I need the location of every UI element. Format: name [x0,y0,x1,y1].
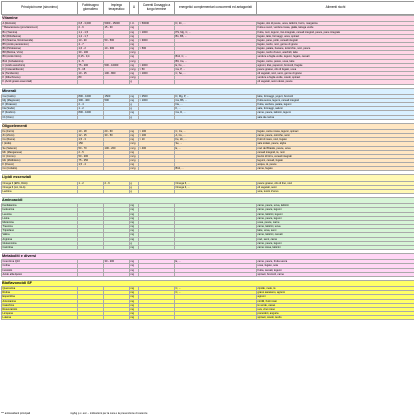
table-cell-col4: mg [130,307,139,311]
table-cell-col1: Valina [2,233,78,237]
table-cell-col3: 10 - 300 [104,47,130,51]
table-cell-col7: carne, pesce, legumi [257,216,415,220]
table-cell-col4: mg [130,303,139,307]
table-cell-col2: 1 - 2 [78,107,104,111]
table-cell-col1: B2 (Riboflavina) [2,34,78,38]
table-cell-col6: B12, ... [175,167,257,171]
table-cell-col4: mg [130,98,139,102]
table-cell-col2: 10 - 18 [78,129,104,133]
table-cell-col7: lievito di birra, cereali integrali [257,154,415,158]
table-cell-col1: Coenzima Q10 [2,260,78,264]
table-cell-col2: 50 - 70 [78,146,104,150]
table-cell-col6: C, ... [175,287,257,291]
table-cell-col1: Glutammina [2,241,78,245]
table-cell-col4: mg [130,272,139,276]
table-cell-col1: Na (Sodio) [2,107,78,111]
table-cell-col1: Resveratrolo [2,307,78,311]
table-cell-col2: 75 - 200 [78,63,104,67]
header-col-foods: Alimenti ricchi [257,2,415,15]
section-title: Minerali [2,88,415,94]
table-cell-col4: mcg [130,51,139,55]
table-cell-col4: mg [130,229,139,233]
table-cell-col2: 1,5 - 4 [78,163,104,167]
header-table [1,1,414,15]
table-cell-col4: mg [130,55,139,59]
table-cell-col7: carne, pesce, legumi [257,208,415,212]
table-cell-col2: 1 - 2 [78,181,104,185]
table-cell-col6: E, ... [175,260,257,264]
table-cell-col7: frutta e succi, verdura rossa, gialla, lattuga verde [257,26,415,30]
nutrient-reference-sheet [1,1,414,415]
table-cell-col2: 30 - 100 [78,51,104,55]
table-cell-col1: A (Retinolo) [2,22,78,26]
table-cell-col6: C, Se, ... [175,72,257,76]
table-cell-col5: > 100 [139,134,175,138]
table-cell-col7: frutta, cereali, legumi [257,268,415,272]
table-cell-col4: mg [130,237,139,241]
table-cell-col6 [175,316,257,320]
table-cell-col3: 2 - 6 [104,181,130,185]
table-cell-col4: mcg [130,67,139,71]
table-cell-col7: fegato, tuorlo, noci, germe di grano [257,42,415,46]
table-cell-col7: mirtilli, frutti rossi [257,299,415,303]
table-cell-col7: fegato, patate, banane, lenticchie, noci, pesce [257,47,415,51]
table-cell-col4: mg [130,134,139,138]
table-cell-col4: g [130,185,139,189]
table-cell-col6: B12, C, ... [175,55,257,59]
table-cell-col3: 15 - 30 [104,26,130,30]
table-cell-col5: > 1000 [139,98,175,102]
table-cell-col4: mg [130,245,139,249]
table-cell-col1: B12 (Cobalamina) [2,59,78,63]
table-cell-col1: Arginina [2,237,78,241]
table-cell-col1: D (Colecalciferolo) [2,67,78,71]
table-cell-col7: carne, latticini, legumi [257,212,415,216]
table-cell-col6: Se, ... [175,142,257,146]
table-cell-col7: sale iodato, pesce, alghe [257,142,415,146]
table-cell-col4: mg [130,208,139,212]
table-row [2,316,415,320]
table-cell-col7: pesce grasso, olio di lino, noci [257,181,415,185]
table-cell-col2: 150 [78,142,104,146]
table-cell-col7: pomodori, anguria [257,312,415,316]
table-cell-col6: Fe, Zn, ... [175,138,257,142]
table-cell-col4: g [130,103,139,107]
table-cell-col7: legumi, cereali, fegato [257,158,415,162]
table-cell-col1: Cu (Rame) [2,138,78,142]
table-cell-col6: Ca, P, ... [175,67,257,71]
table-cell-col7: spinaci, broccoli, carne [257,272,415,276]
table-cell-col7: carne rossa, latticini [257,245,415,249]
table-cell-col1: B9 (Acido folico) [2,55,78,59]
table-cell-col4: mg [130,47,139,51]
table-cell-col4: g [130,181,139,185]
table-cell-col7: carne, fegato [257,167,415,171]
table-cell-col2: 800 - 1000 [78,94,104,98]
table-cell-col2: 4 - 7 [78,42,104,46]
table-cell-col1: Antocianine [2,299,78,303]
table-cell-col1: K (Fillochinone) [2,76,78,80]
table-cell-col7: grano saraceno, agrumi [257,291,415,295]
table-cell-col1: Metionina [2,220,78,224]
table-cell-col1: Triptofano [2,229,78,233]
table-cell-col2: 10 - 15 [78,72,104,76]
table-cell-col7: verdure a foglia verde, legumi, fegato, cereali [257,55,415,59]
header-col-therapeutic-use: Impiego terapeutico [104,2,130,15]
section-title: Oligoelementi [2,123,415,129]
table-cell-col4: mg [130,204,139,208]
table-cell-col2: 1,2 - 1,7 [78,34,104,38]
table-cell-col6: D, Zn, ... [175,22,257,26]
table-cell-col4: mg [130,94,139,98]
table-cell-col1: Fe (Ferro) [2,129,78,133]
table-cell-col4: mg [130,268,139,272]
table-cell-col6: B9, Ca, ... [175,59,257,63]
table-cell-col1: Mn (Manganese) [2,150,78,154]
table-cell-col6: Omega 3, ... [175,185,257,189]
table-cell-col1: Ca (Calcio) [2,94,78,98]
table-cell-col4: mcg [130,76,139,80]
table-cell-col7: cereali integrali, tè, noci [257,150,415,154]
table-cell-col7: carne, pesce, legumi [257,241,415,245]
table-cell-col5: > 100 [139,129,175,133]
table-cell-col1: B6 (Piridossina) [2,47,78,51]
section-title: Aminoacidi [2,198,415,204]
table-cell-col1: B8 (Biotina, Vit.H) [2,51,78,55]
table-cell-col5: > 3000 [139,38,175,42]
table-cell-col1: Catechine [2,303,78,307]
table-cell-col5: > 500 [139,47,175,51]
table-cell-col7: verdure a foglia verde, cavoli, spinaci [257,76,415,80]
table-cell-col2: 50 - 200 [78,154,104,158]
table-cell-col4: mcg [130,59,139,63]
table-cell-col6: E, Fe, ... [175,63,257,67]
header-col-daily-need: Fabbisogno giornaliero [78,2,104,15]
table-cell-col1: Cr (Cromo) [2,154,78,158]
table-cell-col1: F (Fluoro) [2,163,78,167]
table-cell-col1: Treonina [2,225,78,229]
table-cell-col1: Fenilalanina [2,204,78,208]
table-cell-col3: 100 - 200 [104,146,130,150]
table-cell-col2: 1,5 - 3 [78,138,104,142]
table-cell-col4: mg [130,287,139,291]
table-cell-col7: frutta, noci, legumi, riso integrale, cereali integrali, pesce, pane integrale [257,30,415,34]
header-col-deficiency: Carenti Dosaggio a lungo termine [139,2,175,15]
table-cell-col6: Ca, B6, ... [175,98,257,102]
table-cell-col7: carne, pesce, frutta secca [257,260,415,264]
table-cell-col3: 50 - 500 [104,38,130,42]
table-cell-col6: E, ... [175,146,257,150]
table-cell-col5: > 50 [139,67,175,71]
table-cell-col4: mg [130,299,139,303]
table-cell-col6: Omega 6, ... [175,181,257,185]
table-cell-col1: Co (Cobalto) [2,167,78,171]
table-cell-col3: 5000 - 15000 [104,22,130,26]
table-cell-col7: pesce grasso, olio di fegato, uova [257,67,415,71]
table-cell-col7: oli vegetali, noci, semi, germe di grano [257,72,415,76]
table-cell-col1: Lecitina [2,189,78,193]
table-cell-col3: 30 - 50 [104,134,130,138]
table-cell-col7: uova, pesce, carne [257,220,415,224]
table-cell-col2: 3 - 5 [78,59,104,63]
table-cell-col6: Na, ... [175,103,257,107]
table-cell-col1: Acido alfa-lipoico [2,272,78,276]
table-cell-col7: agrumi [257,295,415,299]
table-cell-col2: 75 - 250 [78,158,104,162]
section-title: Bioflavonoidi SF [2,280,415,286]
table-cell-col1: Colina [2,264,78,268]
table-cell-col1: B5 (Acido pantotenico) [2,42,78,46]
table-cell-col5: > 2500 [139,94,175,98]
table-cell-col4: mg [130,212,139,216]
table-cell-col7: fegato, pane, pollo, cereali integrali [257,38,415,42]
table-cell-col2: 1,1 - 1,5 [78,30,104,34]
table-cell-col1: C (Acido ascorbico) [2,63,78,67]
table-cell-col7: carne, pesce, uova, latticini [257,204,415,208]
table-cell-col1: K (Potassio) [2,103,78,107]
table-cell-col4: g [130,241,139,245]
section-title: Metaboliti e diversi [2,254,415,260]
table-cell-col4: g [130,107,139,111]
table-cell-col4: mg [130,72,139,76]
table-cell-col1: Omega 3 (EPA, DHA) [2,181,78,185]
table-cell-col4: mcg [130,142,139,146]
table-cell-col1: Se (Selenio) [2,146,78,150]
table-cell-col7: frutta, verdura, patate, legumi [257,103,415,107]
table-cell-col4: mcg [130,158,139,162]
table-cell-col4: mcg [130,154,139,158]
table-cell-col7: carne, pesce, ostriche, semi [257,134,415,138]
table-cell-col2: 13 - 20 [78,38,104,42]
table-cell-col4: mg [130,26,139,30]
table-cell-col4: mg [130,129,139,133]
table-cell-col1: * Betacarotene (provitamina A) [2,26,78,30]
table-cell-col7: oli vegetali, semi oleosi, pesce [257,80,415,84]
table-cell-col7: fegato, latte, formaggi, uova, spinaci [257,34,415,38]
table-cell-col7: noci, semi, carne [257,237,415,241]
table-cell-col4: mg [130,216,139,220]
table-cell-col4: g [130,80,139,84]
table-cell-col7: sale da cucina [257,115,415,119]
table-cell-col4: g [130,115,139,119]
table-cell-col6: C, ... [175,291,257,295]
table-cell-col4: mg [130,34,139,38]
table-cell-col4: g [130,189,139,193]
table-cell-col7: fegato, carne rossa, legumi, spinaci [257,129,415,133]
table-cell-col7: cipolle, mele, tè [257,287,415,291]
table-cell-col1: B3 (Niacina, Nicotinamide) [2,38,78,42]
table-cell-col7: latte, formaggi, yogurt, broccoli [257,94,415,98]
header-col-principle: Principio/nome (sinonimo) [2,2,78,15]
table-cell-col5 [139,316,175,320]
table-cell-col1: Omega 6 (LA, GLA) [2,185,78,189]
table-cell-col3: 30 - 200 [104,260,130,264]
table-cell-col1: Mo (Molibdeno) [2,158,78,162]
table-cell-col5: > 10 [139,138,175,142]
table-cell-col1: Licopene [2,312,78,316]
table-cell-col3: 500 [104,98,130,102]
table-cell-col7: fegato, carne, pesce, uova, latte [257,59,415,63]
table-cell-col7: fegato, tuorlo d'uovo, arachidi, latte [257,51,415,55]
table-cell-col3: 100 - 800 [104,72,130,76]
table-cell-col7: sale, formaggi, salumi [257,107,415,111]
table-cell-col4: mg [130,138,139,142]
table-cell-col1: Rutina [2,291,78,295]
table-cell-col1: Esperidina [2,295,78,299]
table-cell-col4: mg [130,260,139,264]
table-cell-col7: spinaci, cavoli, tuorlo [257,316,415,320]
table-cell-col4: mcg [130,146,139,150]
table-cell-col6: A, Cu, ... [175,134,257,138]
table-cell-col2 [78,316,104,320]
table-cell-col6: D, Mg, P, ... [175,94,257,98]
table-cell-col2: 5 - 15 [78,67,104,71]
table-cell-col2: 2 - 4 [78,103,104,107]
table-cell-col1: F (Acidi grassi essenziali) [2,80,78,84]
section-title: Vitamine [2,16,415,22]
footer-note-antioxidants: *** antiossidanti principali [1,412,31,415]
table-cell-col1: Luteina [2,316,78,320]
table-cell-col1: P (Fosforo) [2,111,78,115]
table-cell-col3: 1500 [104,94,130,98]
table-cell-col4: mg [130,291,139,295]
table-cell-col7: acqua, tè, pesce [257,163,415,167]
table-cell-col4: mcg [130,167,139,171]
table-cell-col7: frutti di mare, noci, fegato [257,138,415,142]
table-cell-col4: mg [130,220,139,224]
table-cell-col1: Mg (Magnesio) [2,98,78,102]
table-cell-col7: uova, fegato, soia [257,264,415,268]
table-cell-col4: mg [130,312,139,316]
table-cell-col4: mg [130,150,139,154]
table-cell-col1: B1 (Tiamina) [2,30,78,34]
table-cell-col6: K, ... [175,107,257,111]
table-cell-col3: 500 - 10000 [104,63,130,67]
table-cell-col4: mg [130,111,139,115]
table-cell-col4: mg [130,316,139,320]
table-cell-col3: 20 - 60 [104,129,130,133]
table-cell-col4: mg [130,42,139,46]
table-cell-col6: B1, B6, ... [175,34,257,38]
table-cell-col2: 80 [78,76,104,80]
table-cell-col2: 0,8 - 3,000 [78,22,104,26]
table-cell-col2: 0,15 - 0,4 [78,55,104,59]
table-cell-col1: Zn (Zinco) [2,134,78,138]
table-cell-col1: Leucina [2,212,78,216]
table-cell-col7: noci del Brasile, pesce, uova [257,146,415,150]
table-cell-col2: 300 - 400 [78,98,104,102]
table-cell-col4: mg [130,264,139,268]
table-cell-col7: carne, latticini, uova [257,225,415,229]
table-cell-col7: tè verde, cacao [257,303,415,307]
header-col-unit: U [130,2,139,15]
footer-note-dosage: mg/kg p.c. ecc. - indicazioni per la cura e la prevenzione di carenze [70,412,148,415]
table-cell-col2: 2 - 5 [78,150,104,154]
nutrient-table [1,15,414,320]
table-cell-col7: carne, pesce, latticini, legumi [257,111,415,115]
table-cell-col5: > 400 [139,146,175,150]
table-cell-col4: mg [130,233,139,237]
table-cell-col7: soia, tuorlo d'uovo [257,189,415,193]
table-cell-col1: E (Tocoferolo) [2,72,78,76]
table-cell-col4: mg [130,163,139,167]
footer-notes [1,412,414,415]
table-cell-col7: oli vegetali, semi [257,185,415,189]
table-cell-col1: Cl (Cloro) [2,115,78,119]
table-cell-col7: latte, uova, semi [257,229,415,233]
table-cell-col7: fegato, olio di pesce, uova, latticini, burro, margarina [257,22,415,26]
table-cell-col6: Ca, D, ... [175,111,257,115]
table-cell-col1: Lisina [2,216,78,220]
table-cell-col4: mg [130,38,139,42]
table-cell-col6: PS, Mg, C, ... [175,30,257,34]
header-col-interactions: energetici complementari concorrenti ed antagonisti [175,2,257,15]
table-cell-col4: mg [130,295,139,299]
table-cell-col4: mg [130,225,139,229]
table-cell-col1: Carnitina [2,245,78,249]
table-cell-col1: Isoleucina [2,208,78,212]
table-cell-col5: > 1000 [139,72,175,76]
table-cell-col5: > 2000 [139,63,175,67]
table-cell-col2: 12 - 15 [78,134,104,138]
table-cell-col5: > 50000 [139,22,175,26]
table-cell-col1: Quercetina [2,287,78,291]
table-cell-col2: 1,6 - 2 [78,47,104,51]
table-cell-col1: I (Iodio) [2,142,78,146]
table-cell-col7: carne, latticini, cereali [257,233,415,237]
table-cell-col1: Inositolo [2,268,78,272]
table-cell-col2: 2 - 6 [78,26,104,30]
table-cell-col7: frutta secca, legumi, cereali integrali [257,98,415,102]
table-cell-col2: 800 - 1000 [78,111,104,115]
table-cell-col4: mg [130,63,139,67]
table-cell-col7: agrumi, kiwi, peperoni, broccoli, fragole [257,63,415,67]
table-cell-col7: uva, vino rosso [257,307,415,311]
table-cell-col5: > 1000 [139,30,175,34]
table-cell-col4: I.U. [130,22,139,26]
table-cell-col3 [104,316,130,320]
table-cell-col4: mg [130,30,139,34]
section-title: Lipidi essenziali [2,175,415,181]
table-cell-col6: C, Cu, ... [175,129,257,133]
